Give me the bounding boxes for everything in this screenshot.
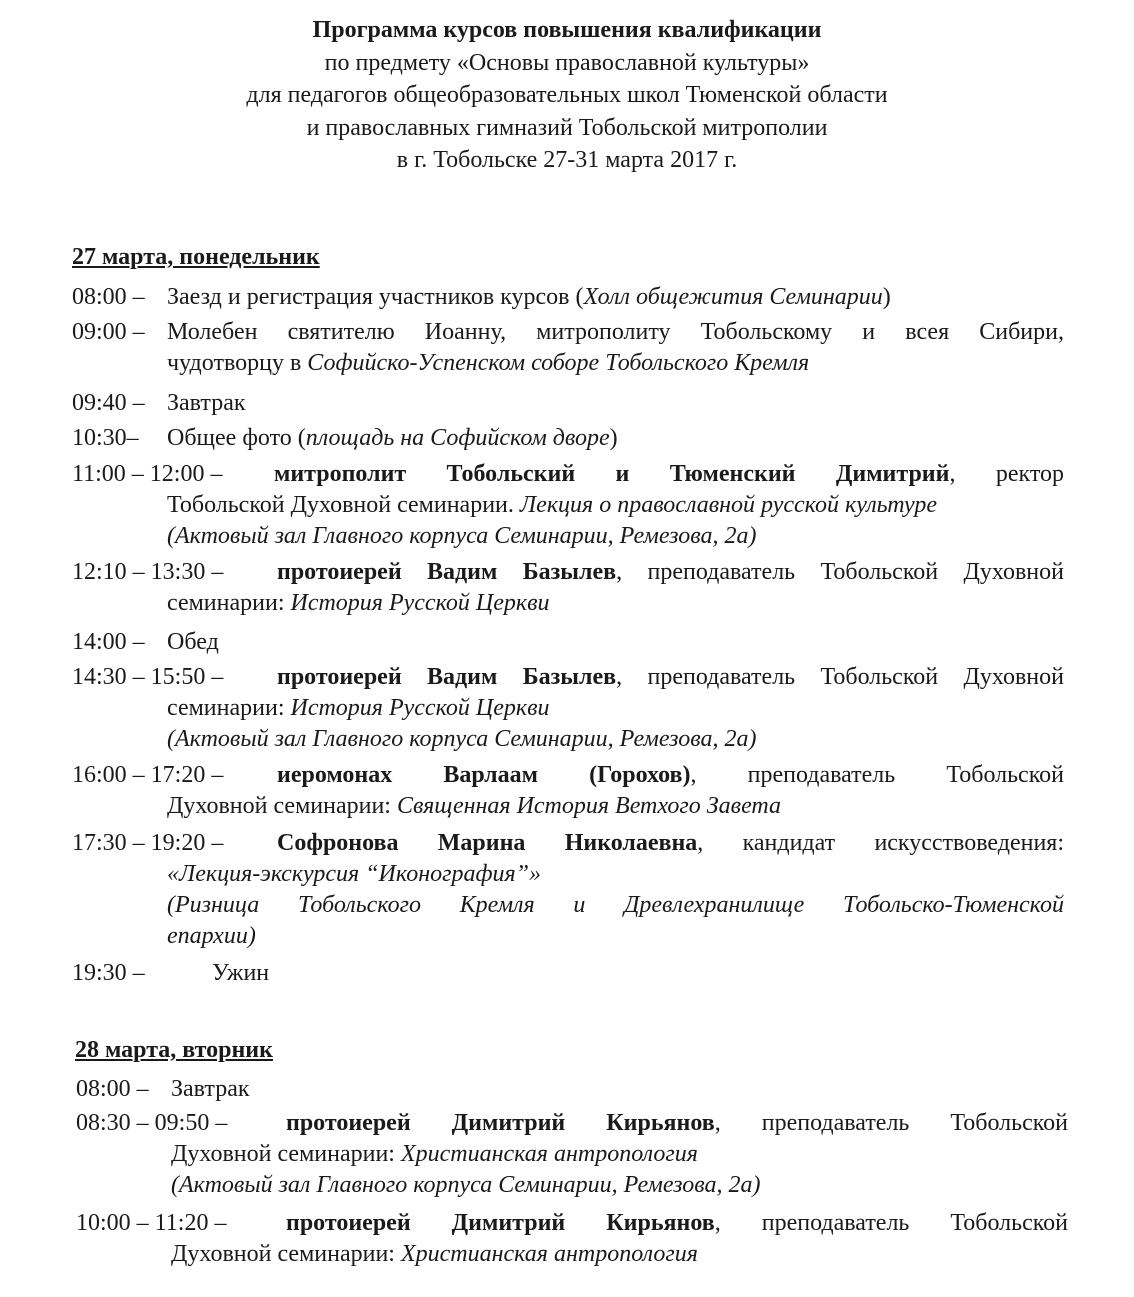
subtitle-audience: для педагогов общеобразовательных школ Тюменской области [246, 82, 888, 108]
entry-location-continued: епархии) [167, 923, 256, 949]
subtitle-place-date: в г. Тобольске 27-31 марта 2017 г. [396, 147, 738, 173]
entry-line: Завтрак [167, 390, 246, 416]
day-section [75, 1033, 1075, 1067]
schedule-entry [72, 423, 1072, 454]
subtitle-subject: по предмету «Основы православной культуры» [324, 49, 810, 76]
lecture-topic: История Русской Церкви [290, 695, 550, 721]
entry-text-part: ) [609, 425, 618, 451]
lecturer-name: митрополит Тобольский и Тюменский Димитрий [274, 461, 950, 487]
schedule-entry [72, 760, 1072, 822]
entry-location: (Актовый зал Главного корпуса Семинарии, Ремезова, 2а) [167, 726, 757, 752]
entry-text-part: ) [882, 284, 891, 310]
entry-location: (Ризница Тобольского Кремля и Древлехранилище Тобольско-Тюменской [167, 892, 1064, 918]
entry-text-continued [167, 588, 1064, 619]
day-heading: 27 марта, понедельник [72, 244, 320, 270]
entry-time: 09:40 – [72, 390, 145, 416]
entry-text-part: , преподаватель Тобольской [714, 1210, 1068, 1236]
entry-text-continued [171, 1239, 1068, 1270]
entry-text-continued [167, 490, 1064, 552]
schedule-entry [76, 1074, 1076, 1105]
entry-text [277, 557, 1064, 588]
entry-text [286, 1108, 1068, 1139]
entry-location: (Актовый зал Главного корпуса Семинарии, Ремезова, 2а) [167, 523, 757, 549]
entry-time: 09:00 – [72, 319, 145, 345]
entry-location: площадь на Софийском дворе [305, 425, 610, 451]
lecture-topic: Лекция о православной русской культуре [519, 492, 938, 518]
entry-text-part: Заезд и регистрация участников курсов ( [167, 284, 584, 310]
entry-text [167, 627, 1064, 658]
entry-text-part: , преподаватель Тобольской Духовной [616, 664, 1064, 690]
schedule-entry [72, 388, 1072, 419]
lecturer-name: Софронова Марина Николаевна [277, 830, 698, 856]
entry-time: 14:00 – [72, 629, 145, 655]
lecture-topic: «Лекция-экскурсия “Иконография”» [167, 861, 542, 887]
lecture-topic: Священная История Ветхого Завета [396, 793, 782, 819]
entry-text [167, 423, 1064, 454]
entry-location: Софийско-Успенском соборе Тобольского Кремля [307, 350, 810, 376]
day-section [72, 240, 1072, 274]
entry-text-part: чудотворцу в [167, 350, 308, 376]
entry-text [167, 317, 1064, 379]
entry-line: Ужин [212, 960, 270, 986]
schedule-entry [72, 282, 1072, 313]
lecturer-name: протоиерей Димитрий Кирьянов [286, 1210, 715, 1236]
lecturer-name: протоиерей Димитрий Кирьянов [286, 1110, 715, 1136]
entry-text [277, 828, 1064, 859]
entry-text-part: семинарии: [167, 590, 291, 616]
entry-text [286, 1208, 1068, 1239]
entry-text-part: , преподаватель Тобольской [690, 762, 1064, 788]
schedule-entry [72, 557, 1072, 619]
schedule-entry [72, 317, 1072, 379]
entry-text-continued [171, 1139, 1068, 1201]
entry-text-part: Духовной семинарии: [171, 1141, 401, 1167]
entry-text-part: Духовной семинарии: [171, 1241, 401, 1267]
schedule-entry [76, 1108, 1076, 1201]
entry-text-part: , кандидат искусствоведения: [697, 830, 1064, 856]
lecture-topic: История Русской Церкви [290, 590, 550, 616]
entry-location: Холл общежития Семинарии [583, 284, 883, 310]
lecturer-name: протоиерей Вадим Базылев [277, 559, 617, 585]
entry-time: 10:30– [72, 425, 139, 451]
entry-text-continued [167, 791, 1064, 822]
entry-text-part: Общее фото ( [167, 425, 306, 451]
entry-text [212, 958, 1064, 989]
subtitle-institutions: и православных гимназий Тобольской митрополии [306, 114, 828, 141]
entry-time: 08:30 – 09:50 – [76, 1110, 228, 1136]
schedule-entry [72, 828, 1072, 952]
entry-text-part: Тобольской Духовной семинарии. [167, 492, 520, 518]
entry-time: 16:00 – 17:20 – [72, 762, 224, 788]
schedule-entry [72, 958, 1072, 989]
entry-time: 11:00 – 12:00 – [72, 461, 223, 487]
entry-time: 17:30 – 19:20 – [72, 830, 224, 856]
entry-time: 08:00 – [76, 1076, 149, 1102]
schedule-entry [72, 662, 1072, 755]
entry-line: Завтрак [171, 1076, 250, 1102]
document-header [0, 14, 1134, 177]
entry-text-part: , ректор [949, 461, 1064, 487]
entry-text [167, 388, 1064, 419]
entry-time: 14:30 – 15:50 – [72, 664, 224, 690]
entry-text [277, 662, 1064, 693]
entry-line: Молебен святителю Иоанну, митрополиту Тобольскому и всея Сибири, [167, 319, 1064, 345]
schedule-entry [76, 1208, 1076, 1270]
lecturer-name: иеромонах Варлаам (Горохов) [277, 762, 691, 788]
entry-text [167, 282, 1064, 313]
schedule-entry [72, 627, 1072, 658]
lecture-topic: Христианская антропология [400, 1241, 698, 1267]
entry-text-part: , преподаватель Тобольской Духовной [616, 559, 1064, 585]
entry-text-part: Духовной семинарии: [167, 793, 397, 819]
schedule-entry [72, 459, 1072, 552]
entry-text [274, 459, 1064, 490]
entry-time: 12:10 – 13:30 – [72, 559, 224, 585]
document-title: Программа курсов повышения квалификации [312, 17, 822, 43]
entry-text [171, 1074, 1068, 1105]
entry-text-continued [167, 693, 1064, 755]
lecturer-name: протоиерей Вадим Базылев [277, 664, 617, 690]
entry-time: 19:30 – [72, 960, 145, 986]
entry-text-continued [167, 859, 1064, 952]
entry-text-part: семинарии: [167, 695, 291, 721]
entry-time: 08:00 – [72, 284, 145, 310]
entry-line: Обед [167, 629, 219, 655]
lecture-topic: Христианская антропология [400, 1141, 698, 1167]
entry-text-part: , преподаватель Тобольской [714, 1110, 1068, 1136]
entry-text [277, 760, 1064, 791]
day-heading: 28 марта, вторник [75, 1037, 273, 1063]
entry-time: 10:00 – 11:20 – [76, 1210, 227, 1236]
entry-location: (Актовый зал Главного корпуса Семинарии, Ремезова, 2а) [171, 1172, 761, 1198]
